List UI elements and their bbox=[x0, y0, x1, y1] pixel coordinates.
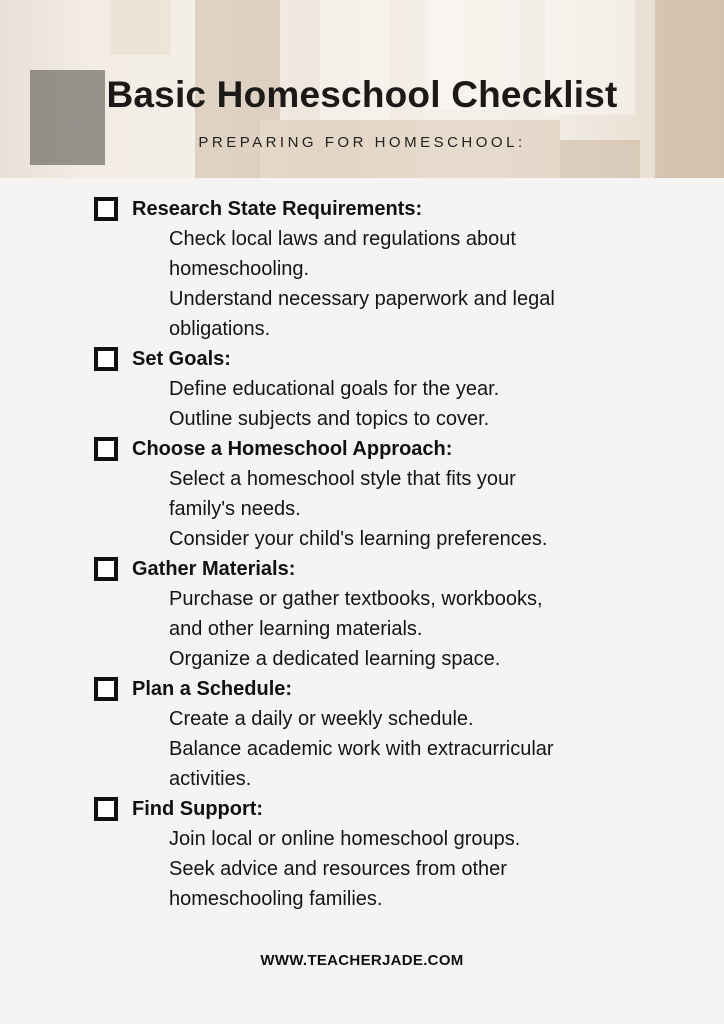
detail-line: Create a daily or weekly schedule. bbox=[169, 708, 474, 730]
website-link[interactable]: WWW.TEACHERJADE.COM bbox=[260, 952, 464, 969]
detail-line: and other learning materials. bbox=[169, 618, 423, 640]
checkbox[interactable] bbox=[94, 677, 118, 701]
checklist-item-title: Set Goals: bbox=[132, 347, 231, 370]
checklist-item bbox=[94, 554, 694, 674]
detail-line: Balance academic work with extracurricular bbox=[169, 738, 554, 760]
detail-line: Define educational goals for the year. bbox=[169, 378, 500, 400]
checkbox[interactable] bbox=[94, 197, 118, 221]
checklist-item bbox=[94, 794, 694, 914]
detail-line: Join local or online homeschool groups. bbox=[169, 828, 521, 850]
checklist-item-title: Choose a Homeschool Approach: bbox=[132, 437, 453, 460]
detail-line: Select a homeschool style that fits your bbox=[169, 468, 516, 490]
detail-line: family's needs. bbox=[169, 498, 301, 520]
detail-line: obligations. bbox=[169, 318, 271, 340]
checklist-item-title: Research State Requirements: bbox=[132, 197, 423, 220]
detail-line: homeschooling families. bbox=[169, 888, 383, 910]
page-title: Basic Homeschool Checklist bbox=[106, 74, 618, 115]
checklist bbox=[94, 194, 694, 914]
checklist-item-title: Gather Materials: bbox=[132, 557, 296, 580]
detail-line: Check local laws and regulations about bbox=[169, 228, 516, 250]
checkbox[interactable] bbox=[94, 437, 118, 461]
checklist-item bbox=[94, 434, 694, 554]
checklist-item bbox=[94, 344, 694, 434]
checkbox[interactable] bbox=[94, 347, 118, 371]
detail-line: Purchase or gather textbooks, workbooks, bbox=[169, 588, 543, 610]
detail-line: activities. bbox=[169, 768, 252, 790]
detail-line: Understand necessary paperwork and legal bbox=[169, 288, 555, 310]
checklist-item bbox=[94, 674, 694, 794]
detail-line: homeschooling. bbox=[169, 258, 310, 280]
checklist-item-title: Plan a Schedule: bbox=[132, 677, 293, 700]
checkbox[interactable] bbox=[94, 557, 118, 581]
header-banner bbox=[0, 0, 724, 178]
detail-line: Seek advice and resources from other bbox=[169, 858, 507, 880]
detail-line: Organize a dedicated learning space. bbox=[169, 648, 501, 670]
checklist-item-title: Find Support: bbox=[132, 797, 264, 820]
detail-line: Consider your child's learning preferences. bbox=[169, 528, 548, 550]
checkbox[interactable] bbox=[94, 797, 118, 821]
detail-line: Outline subjects and topics to cover. bbox=[169, 408, 490, 430]
checklist-item bbox=[94, 194, 694, 344]
page-subtitle: PREPARING FOR HOMESCHOOL: bbox=[198, 134, 526, 151]
